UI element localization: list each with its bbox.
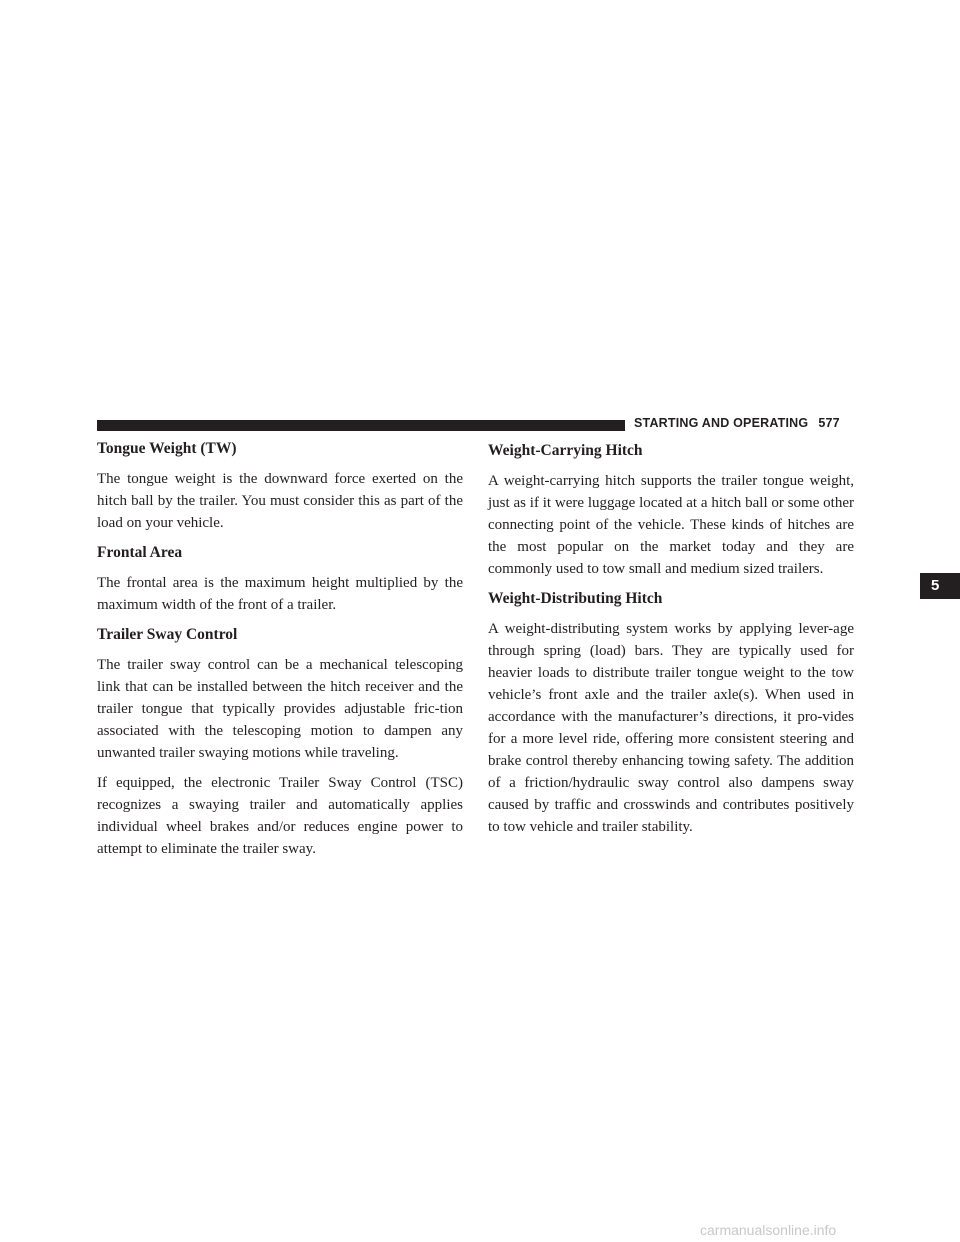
right-column [488, 440, 854, 846]
left-column [97, 438, 463, 868]
paragraph: The tongue weight is the downward force exerted on the hitch ball by the trailer. You must consider this as part of the load on your vehicle. [97, 471, 463, 531]
paragraph: The trailer sway control can be a mechanical telescoping link that can be installed between the hitch receiver and the trailer tongue that typically provides adjustable fric-tion associated with the telescoping motion to dampen any unwanted trailer swaying motions while traveling. [97, 657, 463, 761]
section-title: STARTING AND OPERATING [634, 416, 809, 430]
heading-frontal-area: Frontal Area [97, 544, 183, 561]
paragraph: The frontal area is the maximum height multiplied by the maximum width of the front of a trailer. [97, 575, 463, 613]
chapter-tab [920, 573, 960, 599]
heading-weight-distributing-hitch: Weight-Distributing Hitch [488, 590, 663, 607]
heading-tongue-weight: Tongue Weight (TW) [97, 440, 237, 457]
paragraph: A weight-distributing system works by applying lever-age through spring (load) bars. They are typically used for heavier loads to distribute trailer tongue weight to the tow vehicle’s front axle and the trailer axle(s). When used in accordance with the manufacturer’s directions, it pro-vides for a more level ride, offering more consistent steering and brake control thereby enhancing towing safety. The addition of a friction/hydraulic sway control also dampens sway caused by traffic and crosswinds and contributes positively to tow vehicle and trailer stability. [488, 621, 854, 835]
heading-trailer-sway-control: Trailer Sway Control [97, 626, 238, 643]
running-header [634, 416, 840, 430]
watermark: carmanualsonline.info [700, 1222, 837, 1238]
chapter-number: 5 [931, 577, 940, 594]
paragraph: If equipped, the electronic Trailer Sway Control (TSC) recognizes a swaying trailer and automatically applies individual wheel brakes and/or reduces engine power to attempt to eliminate the trailer sway. [97, 775, 463, 857]
heading-weight-carrying-hitch: Weight-Carrying Hitch [488, 442, 643, 459]
paragraph: A weight-carrying hitch supports the trailer tongue weight, just as if it were luggage located at a hitch ball or some other connecting point of the vehicle. These kinds of hitches are the most popular on the market today and they are commonly used to tow small and medium sized trailers. [488, 473, 854, 577]
page-number: 577 [818, 416, 840, 430]
header-rule [97, 420, 625, 431]
